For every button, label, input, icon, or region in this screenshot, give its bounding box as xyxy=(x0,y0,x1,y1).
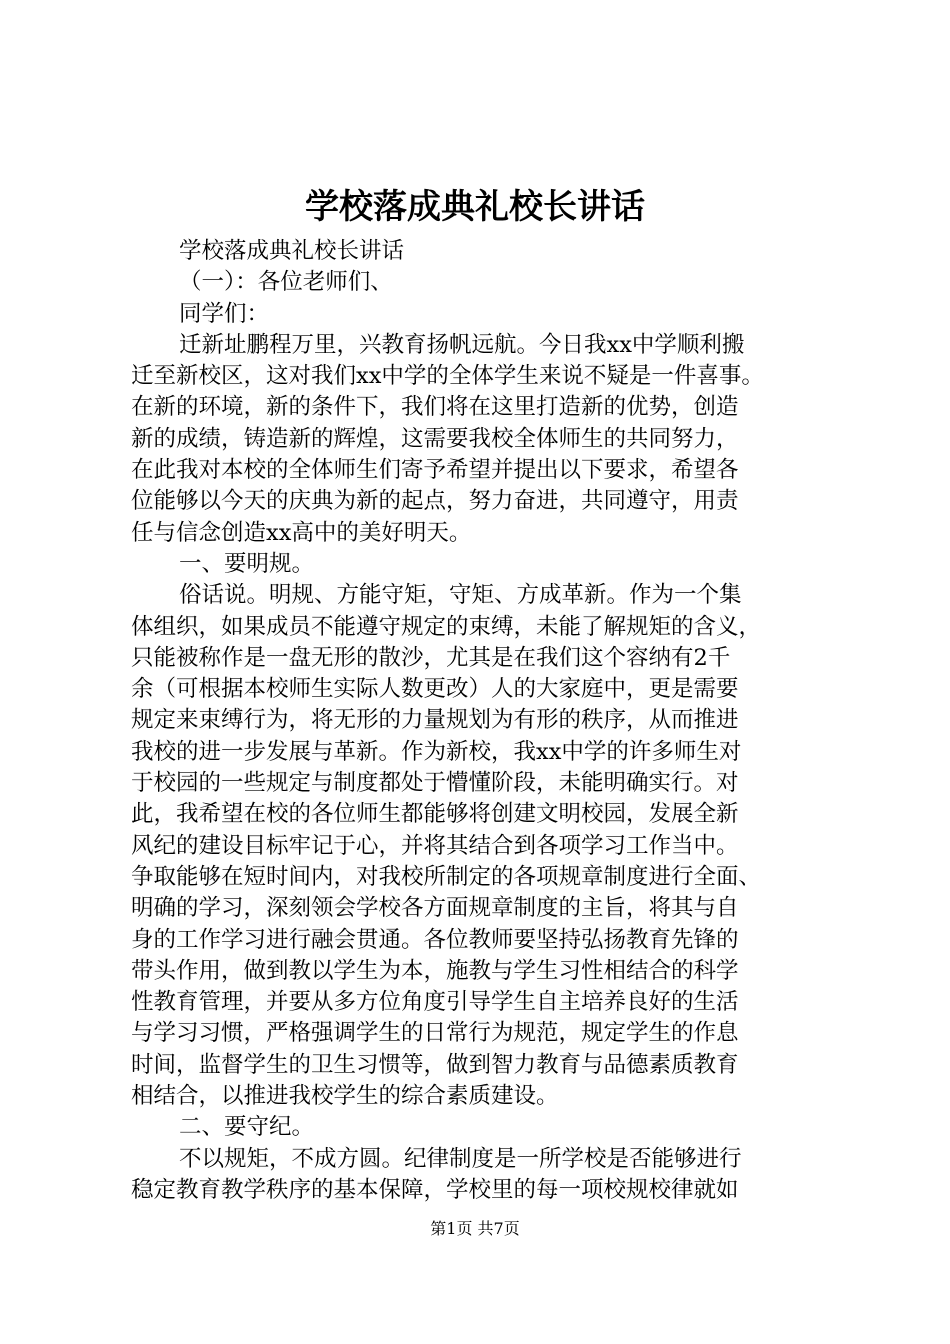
text-line: 同学们： xyxy=(179,300,270,327)
text-line: 我校的进一步发展与革新。作为新校，我xx中学的许多师生对 xyxy=(131,738,742,765)
text-line: 稳定教育教学秩序的基本保障，学校里的每一项校规校律就如 xyxy=(131,1176,739,1203)
text-line: 在新的环境，新的条件下，我们将在这里打造新的优势，创造 xyxy=(131,394,739,421)
text-line: 不以规矩，不成方圆。纪律制度是一所学校是否能够进行 xyxy=(179,1145,742,1172)
text-line: 争取能够在短时间内，对我校所制定的各项规章制度进行全面、 xyxy=(131,863,762,890)
text-line: 带头作用，做到教以学生为本，施教与学生习性相结合的科学 xyxy=(131,957,739,984)
page-footer: 第1页 共7页 xyxy=(430,1219,520,1238)
text-line: 于校园的一些规定与制度都处于懵懂阶段，未能明确实行。对 xyxy=(131,770,739,797)
text-line: 性教育管理，并要从多方位角度引导学生自主培养良好的生活 xyxy=(131,989,739,1016)
text-line: 迁新址鹏程万里，兴教育扬帆远航。今日我xx中学顺利搬 xyxy=(179,331,745,358)
document-title: 学校落成典礼校长讲话 xyxy=(305,187,645,227)
text-line: 与学习习惯，严格强调学生的日常行为规范，规定学生的作息 xyxy=(131,1020,739,1047)
text-line: 俗话说。明规、方能守矩，守矩、方成革新。作为一个集 xyxy=(179,582,742,609)
text-line: 迁至新校区，这对我们xx中学的全体学生来说不疑是一件喜事。 xyxy=(131,363,764,390)
text-line: 此，我希望在校的各位师生都能够将创建文明校园，发展全新 xyxy=(131,801,739,828)
text-line: 余（可根据本校师生实际人数更改）人的大家庭中，更是需要 xyxy=(131,676,739,703)
text-line: 在此我对本校的全体师生们寄予希望并提出以下要求，希望各 xyxy=(131,457,739,484)
text-line: 时间，监督学生的卫生习惯等，做到智力教育与品德素质教育 xyxy=(131,1051,739,1078)
text-line: 二、要守纪。 xyxy=(179,1114,315,1141)
text-line: 身的工作学习进行融会贯通。各位教师要坚持弘扬教育先锋的 xyxy=(131,926,739,953)
text-line: 只能被称作是一盘无形的散沙，尤其是在我们这个容纳有2千 xyxy=(131,644,731,671)
text-line: 规定来束缚行为，将无形的力量规划为有形的秩序，从而推进 xyxy=(131,707,739,734)
text-line: 位能够以今天的庆典为新的起点，努力奋进，共同遵守，用责 xyxy=(131,488,739,515)
text-line: 风纪的建设目标牢记于心，并将其结合到各项学习工作当中。 xyxy=(131,832,739,859)
document-body xyxy=(131,236,831,1206)
text-line: 任与信念创造xx高中的美好明天。 xyxy=(131,519,472,546)
text-line: 学校落成典礼校长讲话 xyxy=(179,238,405,264)
text-line: 明确的学习，深刻领会学校各方面规章制度的主旨，将其与自 xyxy=(131,895,739,922)
text-line: 相结合，以推进我校学生的综合素质建设。 xyxy=(131,1083,559,1110)
text-line: （一）：各位老师们、 xyxy=(179,269,393,296)
text-line: 体组织，如果成员不能遵守规定的束缚，未能了解规矩的含义， xyxy=(131,613,762,640)
text-line: 新的成绩，铸造新的辉煌，这需要我校全体师生的共同努力， xyxy=(131,425,739,452)
text-line: 一、要明规。 xyxy=(179,550,315,577)
